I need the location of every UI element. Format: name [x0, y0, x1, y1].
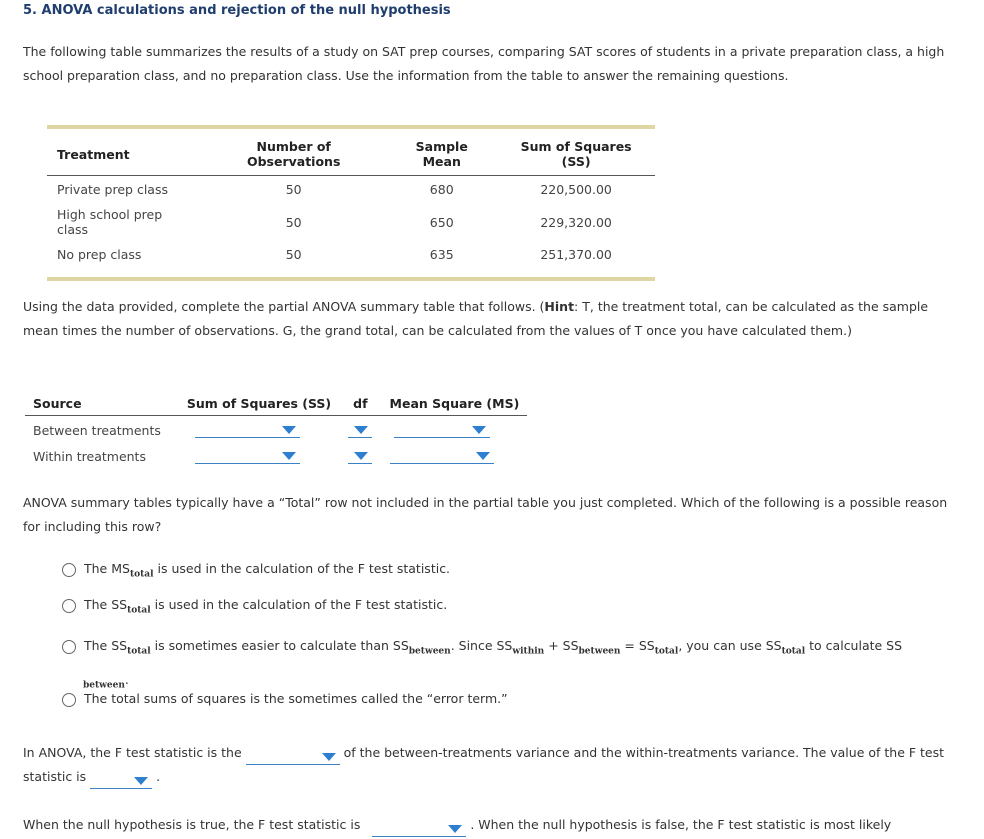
- cell-treatment: High school prep class: [57, 207, 163, 237]
- table-row: [25, 442, 527, 468]
- table-row: [47, 176, 655, 203]
- cell-treatment: Private prep class: [57, 182, 168, 197]
- radio-icon[interactable]: [62, 599, 76, 613]
- within-df-dropdown[interactable]: [348, 449, 372, 464]
- option-ss-total[interactable]: The $SS_{total}$ is used in the calculation of the F test statistic.: [62, 597, 447, 616]
- option-ms-total[interactable]: The $MS_{total}$ is used in the calculation of the F test statistic.: [62, 561, 450, 580]
- col-df: df: [339, 393, 381, 416]
- cell-ss: 229,320.00: [540, 214, 612, 230]
- null-hypothesis-question: When the null hypothesis is true, the F test statistic is . When the null hypothesis is false, the F test statistic is most likely: [23, 813, 953, 837]
- row-label-within: Within treatments: [33, 448, 146, 464]
- option-ss-total-easier[interactable]: The $SS_{total}$ is sometimes easier to calculate than $SS_{between}$. Since $SS_{within} + SS_{between} = SS_{total}$, you can use $SS_{total}$ to calculate SS $_{between}$.: [62, 632, 942, 699]
- between-ms-dropdown[interactable]: [394, 423, 490, 438]
- cell-ss: 251,370.00: [540, 247, 612, 262]
- question-text: ANOVA summary tables typically have a “Total” row not included in the partial table you just completed. Which of the following is a possible reason for including this row?: [23, 495, 948, 534]
- cell-ss: 220,500.00: [540, 182, 612, 197]
- radio-icon[interactable]: [62, 640, 76, 654]
- null-true-dropdown[interactable]: [372, 822, 466, 837]
- col-ss: Sum of Squares (SS): [169, 393, 339, 416]
- col-source: Source: [25, 393, 169, 416]
- table-row: [25, 416, 527, 443]
- anova-table: [25, 393, 527, 468]
- col-sum-of-squares: Sum of Squares (SS): [497, 127, 655, 176]
- cell-mean: 635: [429, 247, 454, 262]
- within-ms-dropdown[interactable]: [390, 449, 494, 464]
- table-row: [47, 202, 655, 241]
- cell-n: 50: [285, 182, 302, 197]
- ftest-ratio-dropdown[interactable]: [246, 750, 340, 765]
- hint-label: Hint: [544, 299, 575, 314]
- cell-mean: 650: [429, 214, 454, 230]
- cell-n: 50: [285, 214, 302, 230]
- row-label-between: Between treatments: [33, 422, 161, 438]
- cell-mean: 680: [429, 182, 454, 197]
- radio-icon[interactable]: [62, 693, 76, 707]
- within-ss-dropdown[interactable]: [195, 449, 300, 464]
- ftest-question: In ANOVA, the F test statistic is the of the between-treatments variance and the within-treatments variance. The value of the F test statistic is .: [23, 741, 953, 789]
- page-title: 5. ANOVA calculations and rejection of the null hypothesis: [23, 3, 451, 18]
- cell-n: 50: [285, 247, 302, 262]
- summary-table: [47, 125, 655, 281]
- intro-text: The following table summarizes the results of a study on SAT prep courses, comparing SAT scores of students in a private preparation class, a high school preparation class, and no preparation class. Use the information from the table to answer the remaining questions.: [23, 44, 945, 83]
- radio-icon[interactable]: [62, 563, 76, 577]
- option-error-term[interactable]: The total sums of squares is the sometimes called the “error term.”: [62, 691, 508, 707]
- between-ss-dropdown[interactable]: [195, 423, 300, 438]
- ftest-value-dropdown[interactable]: [90, 774, 152, 789]
- table-row: [47, 241, 655, 279]
- col-ms: Mean Square (MS): [382, 393, 528, 416]
- anova-table-header: [25, 393, 527, 416]
- instruction-text: Using the data provided, complete the partial ANOVA summary table that follows. (Hint: T, the treatment total, can be calculated as the sample mean times the number of observations. G, the grand total, can be calculated from the values of T once you have calculated them.): [23, 299, 929, 338]
- col-sample-mean: Sample Mean: [386, 127, 497, 176]
- col-observations: Number of Observations: [201, 127, 386, 176]
- summary-table-header: [47, 127, 655, 176]
- between-df-dropdown[interactable]: [348, 423, 372, 438]
- col-treatment: Treatment: [47, 127, 201, 176]
- cell-treatment: No prep class: [57, 247, 142, 262]
